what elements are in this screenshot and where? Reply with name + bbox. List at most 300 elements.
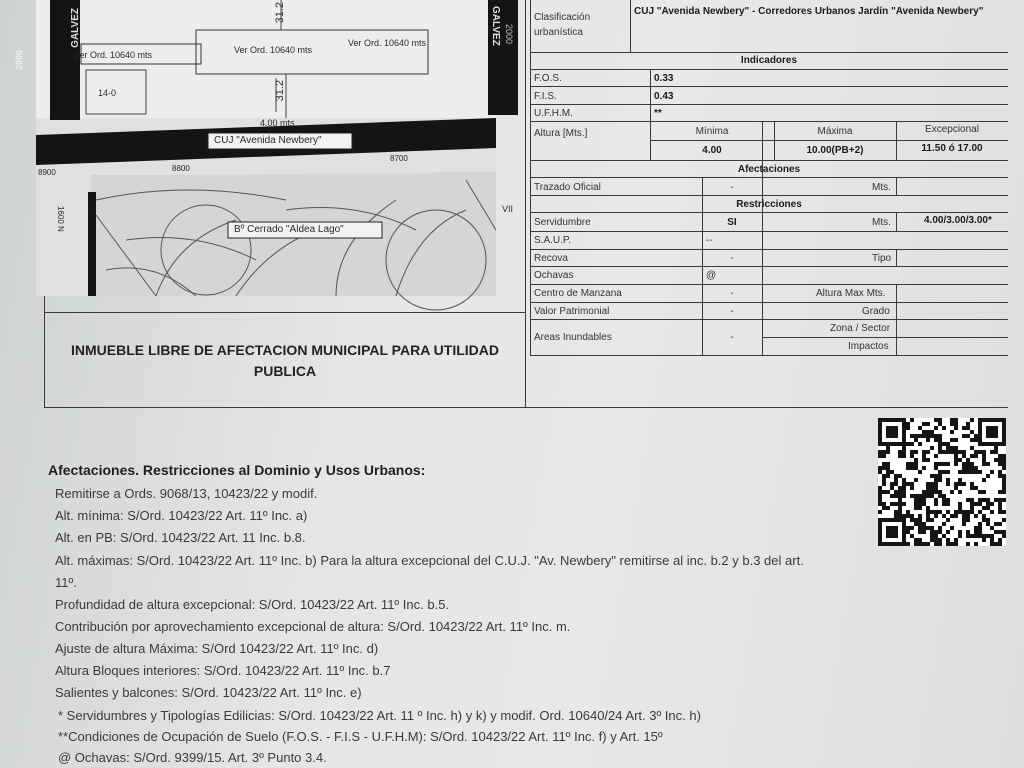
qr-module bbox=[902, 478, 906, 482]
qr-module bbox=[974, 514, 978, 518]
qr-module bbox=[998, 510, 1002, 514]
qr-module bbox=[878, 502, 882, 506]
qr-module bbox=[938, 526, 942, 530]
maxima-label: Máxima bbox=[817, 126, 853, 137]
excepcional-value: 11.50 ó 17.00 bbox=[921, 143, 983, 154]
qr-module bbox=[882, 490, 886, 494]
qr-module bbox=[946, 538, 950, 542]
qr-module bbox=[962, 514, 966, 518]
recova-value: - bbox=[730, 253, 734, 264]
qr-module bbox=[906, 526, 910, 530]
qr-module bbox=[950, 526, 954, 530]
afectacion-line: Altura Bloques interiores: S/Ord. 10423/22 Art. 11º Inc. b.7 bbox=[55, 663, 391, 678]
qr-module bbox=[930, 518, 934, 522]
address-number-right: 8700 bbox=[390, 154, 408, 163]
qr-module bbox=[998, 506, 1002, 510]
qr-module bbox=[958, 450, 962, 454]
qr-module bbox=[906, 510, 910, 514]
qr-module bbox=[906, 426, 910, 430]
qr-module bbox=[954, 542, 958, 546]
qr-module bbox=[918, 538, 922, 542]
qr-module bbox=[930, 482, 934, 486]
indicadores-header: Indicadores bbox=[740, 55, 798, 66]
qr-module bbox=[902, 514, 906, 518]
qr-module bbox=[906, 542, 910, 546]
qr-module bbox=[938, 434, 942, 438]
qr-module bbox=[998, 458, 1002, 462]
qr-module bbox=[938, 530, 942, 534]
qr-module bbox=[986, 518, 990, 522]
qr-module bbox=[914, 462, 918, 466]
qr-module bbox=[994, 542, 998, 546]
qr-module bbox=[962, 510, 966, 514]
qr-module bbox=[914, 450, 918, 454]
qr-module bbox=[914, 434, 918, 438]
qr-module bbox=[934, 482, 938, 486]
trazado-mts-label: Mts. bbox=[872, 182, 891, 193]
qr-module bbox=[974, 486, 978, 490]
qr-module bbox=[954, 458, 958, 462]
qr-module bbox=[914, 498, 918, 502]
qr-module bbox=[990, 538, 994, 542]
qr-module bbox=[942, 426, 946, 430]
qr-module bbox=[938, 474, 942, 478]
qr-module bbox=[934, 474, 938, 478]
qr-module bbox=[982, 514, 986, 518]
qr-module bbox=[954, 486, 958, 490]
qr-module bbox=[998, 490, 1002, 494]
qr-module bbox=[1002, 510, 1006, 514]
qr-module bbox=[934, 418, 938, 422]
qr-module bbox=[986, 534, 990, 538]
qr-module bbox=[978, 490, 982, 494]
qr-module bbox=[950, 422, 954, 426]
qr-module bbox=[918, 514, 922, 518]
qr-module bbox=[882, 474, 886, 478]
qr-code bbox=[878, 418, 1006, 546]
street-right-label: GALVEZ bbox=[490, 6, 501, 46]
qr-module bbox=[974, 450, 978, 454]
qr-module bbox=[954, 426, 958, 430]
qr-module bbox=[938, 490, 942, 494]
qr-module bbox=[994, 530, 998, 534]
qr-module bbox=[898, 474, 902, 478]
qr-module bbox=[974, 534, 978, 538]
ochavas-value: @ bbox=[706, 270, 717, 281]
qr-module bbox=[934, 498, 938, 502]
public-utility-notice bbox=[44, 340, 526, 382]
qr-module bbox=[894, 478, 898, 482]
qr-module bbox=[962, 454, 966, 458]
qr-module bbox=[970, 438, 974, 442]
qr-module bbox=[946, 442, 950, 446]
qr-module bbox=[882, 482, 886, 486]
qr-module bbox=[978, 530, 982, 534]
qr-module bbox=[922, 494, 926, 498]
qr-module bbox=[886, 470, 890, 474]
valor-patrimonial-label: Valor Patrimonial bbox=[534, 306, 610, 317]
qr-module bbox=[886, 490, 890, 494]
qr-module bbox=[1002, 466, 1006, 470]
qr-module bbox=[938, 438, 942, 442]
qr-module bbox=[954, 462, 958, 466]
qr-module bbox=[966, 458, 970, 462]
qr-module bbox=[954, 450, 958, 454]
fis-value: 0.43 bbox=[654, 91, 674, 102]
qr-module bbox=[938, 422, 942, 426]
qr-module bbox=[962, 522, 966, 526]
qr-module bbox=[938, 510, 942, 514]
qr-module bbox=[878, 470, 882, 474]
qr-module bbox=[978, 502, 982, 506]
qr-module bbox=[994, 446, 998, 450]
qr-module bbox=[910, 466, 914, 470]
qr-module bbox=[982, 490, 986, 494]
valor-patrimonial-value: - bbox=[730, 306, 734, 317]
qr-module bbox=[914, 506, 918, 510]
qr-module bbox=[934, 434, 938, 438]
qr-module bbox=[918, 494, 922, 498]
qr-module bbox=[938, 470, 942, 474]
qr-module bbox=[966, 510, 970, 514]
qr-module bbox=[970, 470, 974, 474]
qr-module bbox=[958, 510, 962, 514]
qr-module bbox=[990, 542, 994, 546]
qr-module bbox=[922, 530, 926, 534]
saup-label: S.A.U.P. bbox=[534, 235, 572, 246]
qr-module bbox=[926, 486, 930, 490]
qr-module bbox=[994, 458, 998, 462]
qr-module bbox=[1002, 454, 1006, 458]
qr-module bbox=[986, 474, 990, 478]
qr-module bbox=[982, 462, 986, 466]
qr-module bbox=[926, 518, 930, 522]
qr-module bbox=[986, 498, 990, 502]
qr-module bbox=[878, 494, 882, 498]
qr-module bbox=[918, 542, 922, 546]
qr-module bbox=[946, 498, 950, 502]
notice-line-1: INMUEBLE LIBRE DE AFECTACION MUNICIPAL PARA UTILIDAD bbox=[70, 342, 500, 358]
qr-finder bbox=[886, 526, 898, 538]
qr-module bbox=[898, 514, 902, 518]
qr-module bbox=[878, 486, 882, 490]
qr-module bbox=[906, 462, 910, 466]
street-left-label: GALVEZ bbox=[70, 8, 81, 48]
qr-module bbox=[990, 534, 994, 538]
qr-module bbox=[926, 510, 930, 514]
qr-module bbox=[946, 478, 950, 482]
qr-module bbox=[906, 422, 910, 426]
lot-label-left: Ver Ord. 10640 mts bbox=[74, 50, 153, 60]
qr-module bbox=[978, 498, 982, 502]
fos-label: F.O.S. bbox=[534, 73, 562, 84]
qr-module bbox=[918, 498, 922, 502]
qr-module bbox=[918, 470, 922, 474]
qr-module bbox=[914, 502, 918, 506]
qr-module bbox=[894, 502, 898, 506]
qr-module bbox=[982, 538, 986, 542]
qr-module bbox=[922, 526, 926, 530]
qr-module bbox=[906, 466, 910, 470]
qr-module bbox=[978, 526, 982, 530]
qr-module bbox=[930, 486, 934, 490]
lot-label-middle: Ver Ord. 10640 mts bbox=[234, 45, 313, 55]
qr-module bbox=[994, 498, 998, 502]
qr-module bbox=[878, 510, 882, 514]
qr-module bbox=[878, 498, 882, 502]
qr-module bbox=[930, 494, 934, 498]
zona-sector-label: Zona / Sector bbox=[830, 323, 891, 334]
qr-module bbox=[922, 490, 926, 494]
minima-value: 4.00 bbox=[702, 145, 722, 156]
qr-module bbox=[918, 518, 922, 522]
qr-module bbox=[926, 482, 930, 486]
qr-module bbox=[918, 530, 922, 534]
qr-module bbox=[998, 502, 1002, 506]
qr-module bbox=[918, 506, 922, 510]
qr-module bbox=[966, 498, 970, 502]
qr-module bbox=[918, 526, 922, 530]
qr-module bbox=[898, 450, 902, 454]
qr-module bbox=[946, 450, 950, 454]
qr-module bbox=[950, 430, 954, 434]
qr-module bbox=[918, 502, 922, 506]
qr-module bbox=[942, 498, 946, 502]
qr-module bbox=[938, 542, 942, 546]
qr-module bbox=[902, 490, 906, 494]
qr-module bbox=[930, 434, 934, 438]
qr-module bbox=[978, 534, 982, 538]
qr-module bbox=[914, 538, 918, 542]
qr-module bbox=[926, 494, 930, 498]
minima-label: Mínima bbox=[695, 126, 729, 137]
areas-inundables-value: - bbox=[730, 332, 734, 343]
qr-module bbox=[914, 438, 918, 442]
qr-finder bbox=[986, 426, 998, 438]
qr-module bbox=[910, 534, 914, 538]
qr-module bbox=[974, 470, 978, 474]
qr-module bbox=[1002, 518, 1006, 522]
qr-module bbox=[970, 506, 974, 510]
qr-module bbox=[922, 454, 926, 458]
qr-module bbox=[974, 434, 978, 438]
block-code: 14-0 bbox=[98, 88, 117, 98]
qr-module bbox=[946, 502, 950, 506]
qr-module bbox=[910, 454, 914, 458]
qr-module bbox=[930, 474, 934, 478]
qr-module bbox=[922, 434, 926, 438]
qr-module bbox=[982, 506, 986, 510]
qr-module bbox=[986, 462, 990, 466]
qr-module bbox=[978, 522, 982, 526]
qr-module bbox=[998, 474, 1002, 478]
fis-label: F.I.S. bbox=[534, 91, 557, 102]
address-number-middle: 8800 bbox=[172, 164, 190, 173]
qr-module bbox=[958, 502, 962, 506]
qr-module bbox=[974, 438, 978, 442]
qr-module bbox=[954, 538, 958, 542]
qr-module bbox=[910, 514, 914, 518]
afectacion-line: * Servidumbres y Tipologías Edilicias: S/Ord. 10423/22 Art. 11 º Inc. h) y k) y modif. Ord. 10640/24 Art. 3º Inc. h) bbox=[58, 708, 701, 723]
qr-module bbox=[882, 502, 886, 506]
qr-module bbox=[914, 478, 918, 482]
qr-module bbox=[982, 478, 986, 482]
qr-module bbox=[946, 470, 950, 474]
qr-module bbox=[974, 466, 978, 470]
qr-module bbox=[922, 450, 926, 454]
qr-module bbox=[902, 450, 906, 454]
qr-module bbox=[966, 542, 970, 546]
qr-module bbox=[954, 438, 958, 442]
side-number: 1600 N bbox=[56, 206, 65, 232]
afectacion-line: Alt. máximas: S/Ord. 10423/22 Art. 11º Inc. b) Para la altura excepcional del C.U.J. "Av. Newbery" remitirse al inc. b.2 y b.3 del art. bbox=[55, 553, 804, 568]
qr-module bbox=[990, 450, 994, 454]
qr-module bbox=[950, 490, 954, 494]
qr-module bbox=[966, 530, 970, 534]
qr-module bbox=[930, 534, 934, 538]
qr-module bbox=[950, 418, 954, 422]
dimension-bottom: 4.00 mts bbox=[260, 118, 295, 128]
excepcional-label: Excepcional bbox=[925, 124, 979, 135]
qr-module bbox=[886, 506, 890, 510]
qr-module bbox=[930, 446, 934, 450]
qr-module bbox=[1002, 482, 1006, 486]
qr-module bbox=[974, 502, 978, 506]
qr-module bbox=[966, 470, 970, 474]
qr-module bbox=[922, 542, 926, 546]
fos-value: 0.33 bbox=[654, 73, 674, 84]
qr-module bbox=[962, 434, 966, 438]
qr-module bbox=[902, 482, 906, 486]
qr-module bbox=[898, 454, 902, 458]
qr-module bbox=[930, 526, 934, 530]
qr-module bbox=[958, 478, 962, 482]
qr-module bbox=[954, 418, 958, 422]
qr-module bbox=[974, 454, 978, 458]
qr-module bbox=[902, 486, 906, 490]
afectacion-line: Salientes y balcones: S/Ord. 10423/22 Art. 11º Inc. e) bbox=[55, 685, 362, 700]
qr-module bbox=[906, 530, 910, 534]
qr-module bbox=[1002, 486, 1006, 490]
clasificacion-label: Clasificación urbanística bbox=[534, 12, 591, 38]
qr-module bbox=[942, 502, 946, 506]
qr-module bbox=[970, 454, 974, 458]
qr-module bbox=[922, 430, 926, 434]
qr-module bbox=[990, 526, 994, 530]
qr-module bbox=[910, 418, 914, 422]
qr-module bbox=[942, 470, 946, 474]
qr-module bbox=[966, 466, 970, 470]
qr-module bbox=[930, 430, 934, 434]
qr-module bbox=[922, 422, 926, 426]
qr-module bbox=[934, 426, 938, 430]
qr-module bbox=[946, 530, 950, 534]
qr-module bbox=[970, 510, 974, 514]
afectacion-line: 11º. bbox=[55, 575, 77, 590]
qr-module bbox=[894, 474, 898, 478]
street-left-number: 2000 bbox=[14, 50, 24, 71]
qr-module bbox=[930, 510, 934, 514]
qr-module bbox=[966, 462, 970, 466]
qr-module bbox=[954, 422, 958, 426]
centro-manzana-label: Centro de Manzana bbox=[534, 288, 622, 299]
qr-module bbox=[986, 506, 990, 510]
address-number-left: 8900 bbox=[38, 168, 56, 177]
qr-finder bbox=[886, 426, 898, 438]
qr-module bbox=[974, 530, 978, 534]
qr-module bbox=[958, 534, 962, 538]
qr-module bbox=[982, 458, 986, 462]
ufhm-label: U.F.H.M. bbox=[534, 108, 573, 119]
qr-module bbox=[970, 466, 974, 470]
roman-numeral: VII bbox=[502, 204, 514, 214]
ochavas-label: Ochavas bbox=[534, 270, 574, 281]
qr-module bbox=[946, 482, 950, 486]
qr-module bbox=[950, 542, 954, 546]
qr-module bbox=[1002, 534, 1006, 538]
qr-module bbox=[910, 442, 914, 446]
qr-module bbox=[934, 466, 938, 470]
qr-module bbox=[998, 538, 1002, 542]
qr-module bbox=[930, 490, 934, 494]
qr-module bbox=[890, 486, 894, 490]
qr-module bbox=[930, 538, 934, 542]
qr-module bbox=[958, 458, 962, 462]
qr-module bbox=[998, 530, 1002, 534]
qr-module bbox=[882, 466, 886, 470]
qr-module bbox=[942, 514, 946, 518]
qr-module bbox=[926, 514, 930, 518]
qr-module bbox=[886, 462, 890, 466]
trazado-label: Trazado Oficial bbox=[534, 182, 601, 193]
qr-module bbox=[958, 506, 962, 510]
qr-module bbox=[946, 542, 950, 546]
qr-module bbox=[982, 518, 986, 522]
qr-module bbox=[890, 470, 894, 474]
qr-module bbox=[914, 466, 918, 470]
qr-module bbox=[910, 486, 914, 490]
qr-module bbox=[938, 442, 942, 446]
qr-module bbox=[946, 510, 950, 514]
qr-module bbox=[934, 478, 938, 482]
qr-code-pattern bbox=[878, 418, 1006, 546]
qr-module bbox=[922, 466, 926, 470]
qr-module bbox=[934, 502, 938, 506]
impactos-label: Impactos bbox=[848, 341, 889, 352]
qr-module bbox=[966, 518, 970, 522]
avenue-label: CUJ "Avenida Newbery" bbox=[214, 135, 322, 146]
qr-module bbox=[886, 474, 890, 478]
lot-label-right: Ver Ord. 10640 mts bbox=[348, 38, 427, 48]
dimension-middle: 31.2 bbox=[274, 80, 286, 102]
qr-module bbox=[890, 502, 894, 506]
qr-module bbox=[970, 430, 974, 434]
qr-module bbox=[914, 494, 918, 498]
qr-module bbox=[878, 490, 882, 494]
maxima-value: 10.00(PB+2) bbox=[806, 145, 864, 156]
qr-module bbox=[990, 502, 994, 506]
qr-module bbox=[926, 434, 930, 438]
qr-module bbox=[998, 470, 1002, 474]
qr-module bbox=[902, 454, 906, 458]
qr-module bbox=[922, 498, 926, 502]
grado-label: Grado bbox=[862, 306, 890, 317]
qr-module bbox=[914, 518, 918, 522]
qr-module bbox=[894, 514, 898, 518]
tipo-label: Tipo bbox=[872, 253, 892, 264]
afectacion-line: **Condiciones de Ocupación de Suelo (F.O.S. - F.I.S - U.F.H.M): S/Ord. 10423/22 Art. 11º Inc. f) y Art. 15º bbox=[58, 729, 663, 744]
qr-module bbox=[950, 446, 954, 450]
